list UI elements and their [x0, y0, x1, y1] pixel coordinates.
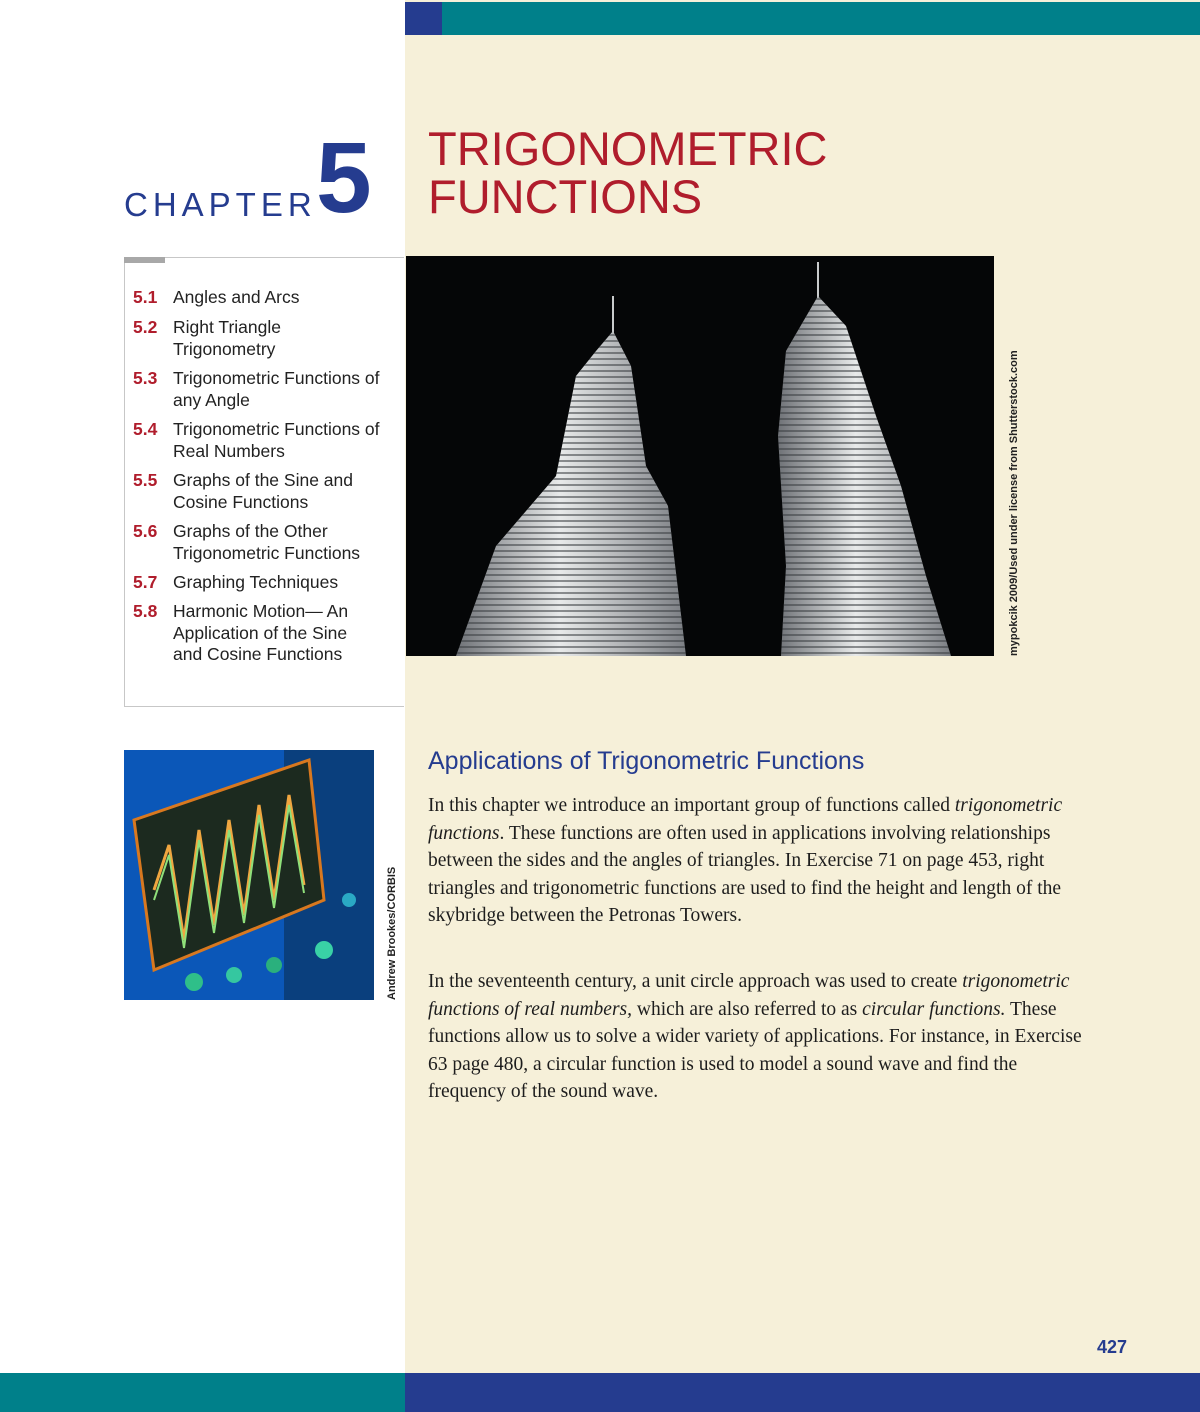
table-of-contents [124, 257, 404, 707]
toc-section-number: 5.2 [133, 317, 158, 337]
toc-tab-marker [124, 257, 165, 263]
oscilloscope-photo-credit: Andrew Brookes/CORBIS [386, 866, 398, 1000]
intro-paragraph-1 [428, 792, 1098, 930]
chapter-label: CHAPTER [124, 186, 317, 223]
toc-section-number: 5.7 [133, 572, 158, 592]
chapter-title [428, 122, 828, 223]
toc-section-title: Graphs of the Other Trigonometric Functions [173, 521, 361, 563]
intro-paragraph-2 [428, 968, 1098, 1106]
toc-section-title: Graphs of the Sine and Cosine Functions [173, 470, 353, 512]
toc-section-title: Graphing Techniques [173, 572, 339, 592]
section-heading: Applications of Trigonometric Functions [428, 747, 865, 775]
chapter-title-line1: TRIGONOMETRIC [428, 122, 828, 175]
towers-illustration [406, 256, 994, 656]
emphasis-text: trigonometric functions [428, 795, 1063, 844]
toc-section-number: 5.8 [133, 601, 158, 621]
toc-section-title: Trigonometric Functions of any Angle [173, 368, 380, 410]
chapter-title-line2: FUNCTIONS [428, 170, 703, 223]
toc-section-number: 5.6 [133, 521, 158, 541]
toc-section-number: 5.5 [133, 470, 158, 490]
top-band-blue [405, 2, 442, 35]
towers-photo-credit: mypokcik 2009/Used under license from Shutterstock.com [1008, 350, 1020, 656]
petronas-towers-photo [406, 256, 994, 656]
paragraph-text: In the seventeenth century, a unit circle approach was used to create [428, 971, 963, 992]
paragraph-text: In this chapter we introduce an important group of functions called [428, 795, 955, 816]
emphasis-text: circular functions. [862, 998, 1006, 1020]
paragraph-text: . These functions are often used in applications involving relationships between the sides and the angles of triangles. In Exercise 71 on page 453, right triangles and trigonometric functions are used to find the height and length of the skybridge between the Petronas Towers. [428, 822, 1062, 926]
oscilloscope-illustration [124, 750, 374, 1000]
toc-section-number: 5.4 [133, 419, 158, 439]
toc-section-title: Right Triangle Trigonometry [173, 317, 281, 359]
emphasis-text: trigonometric functions of real numbers, [428, 971, 1070, 1020]
oscilloscope-photo [124, 750, 374, 1000]
toc-section-number: 5.3 [133, 368, 158, 388]
paragraph-text: These functions allow us to solve a wider variety of applications. For instance, in Exercise 63 page 480, a circular function is used to model a sound wave and find the frequency of the sound wave. [428, 998, 1082, 1102]
paragraph-text: which are also referred to as [632, 998, 863, 1020]
toc-section-title: Angles and Arcs [173, 287, 300, 307]
toc-section-title: Harmonic Motion— An Application of the Sine and Cosine Functions [173, 601, 349, 664]
toc-section-title: Trigonometric Functions of Real Numbers [173, 419, 380, 461]
top-band-teal [442, 2, 1200, 35]
page-number: 427 [1097, 1337, 1128, 1357]
toc-section-number: 5.1 [133, 287, 158, 307]
chapter-number: 5 [316, 122, 372, 234]
bottom-band-blue [405, 1373, 1200, 1412]
bottom-band-teal [0, 1373, 405, 1412]
